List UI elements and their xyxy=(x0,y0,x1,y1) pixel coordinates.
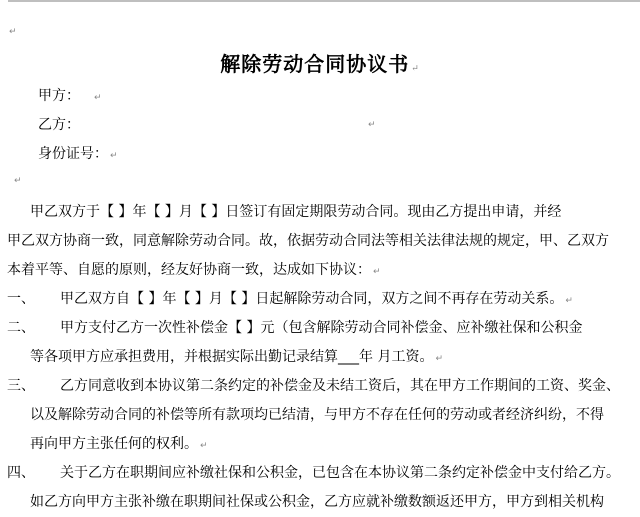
paragraph-mark: ↵ xyxy=(9,27,17,37)
paragraph-mark: ↵ xyxy=(373,267,381,277)
paragraph-mark: ↵ xyxy=(94,93,102,103)
paragraph-line xyxy=(7,260,381,282)
paragraph-mark: ↵ xyxy=(565,296,573,306)
clause-text: 乙方同意收到本协议第二条约定的补偿金及未结工资后，其在甲方工作期间的工资、奖金、 xyxy=(60,378,620,394)
paragraph-line: 如乙方向甲方主张补缴在职期间社保或公积金，乙方应就补缴数额返还甲方，甲方到相关机构 xyxy=(30,494,604,510)
paragraph-line: 甲乙双方协商一致，同意解除劳动合同。故，依据劳动合同法等相关法律法规的规定，甲、乙双方 xyxy=(7,233,609,249)
id-number-field xyxy=(38,144,118,166)
paragraph-mark: ↵ xyxy=(200,441,208,451)
clause-1 xyxy=(7,289,573,311)
paragraph-line: 甲乙双方于【 】年【 】月【 】日签订有固定期限劳动合同。现由乙方提出申请，并经 xyxy=(30,204,562,220)
clause-text: 再向甲方主张任何的权利。 xyxy=(30,436,198,452)
party-a-field xyxy=(38,86,102,108)
clause-3-continuation xyxy=(30,434,208,456)
paragraph-mark: ↵ xyxy=(368,120,376,130)
document-title-text: 解除劳动合同协议书 xyxy=(220,52,410,76)
clause-3-continuation: 以及解除劳动合同的补偿等所有款项均已结清，与甲方不存在任何的劳动或者经济纠纷，不得 xyxy=(30,407,604,423)
clause-number: 三、 xyxy=(7,378,35,394)
clause-number: 四、 xyxy=(7,465,35,481)
party-a-label: 甲方： xyxy=(38,88,80,104)
paragraph-mark: ↵ xyxy=(14,176,22,186)
clause-text: 甲方支付乙方一次性补偿金【 】元（包含解除劳动合同补偿金、应补缴社保和公积金 xyxy=(60,320,583,336)
document-title xyxy=(0,48,640,77)
clause-text: 甲乙双方自【 】年【 】月【 】日起解除劳动合同，双方之间不再存在劳动关系。 xyxy=(60,291,564,307)
clause-number: 一、 xyxy=(7,291,35,307)
paragraph-mark: ↵ xyxy=(411,64,420,74)
clause-2-continuation xyxy=(30,347,443,369)
page-top-border xyxy=(8,0,640,2)
paragraph-mark: ↵ xyxy=(110,151,118,161)
clause-number: 二、 xyxy=(7,320,35,336)
paragraph-line-text: 本着平等、自愿的原则，经友好协商一致，达成如下协议： xyxy=(7,262,371,278)
clause-2 xyxy=(7,318,582,338)
paragraph-mark: ↵ xyxy=(435,354,443,364)
clause-text: 等各项甲方应承担费用，并根据实际出勤记录结算___年 月工资。 xyxy=(30,349,434,365)
clause-text: 关于乙方在职期间应补缴社保和公积金，已包含在本协议第二条约定补偿金中支付给乙方。 xyxy=(60,465,620,481)
party-b-field xyxy=(38,115,80,135)
id-number-label: 身份证号： xyxy=(38,146,108,162)
clause-4 xyxy=(7,463,620,483)
clause-3 xyxy=(7,376,620,396)
party-b-label: 乙方： xyxy=(38,117,80,133)
